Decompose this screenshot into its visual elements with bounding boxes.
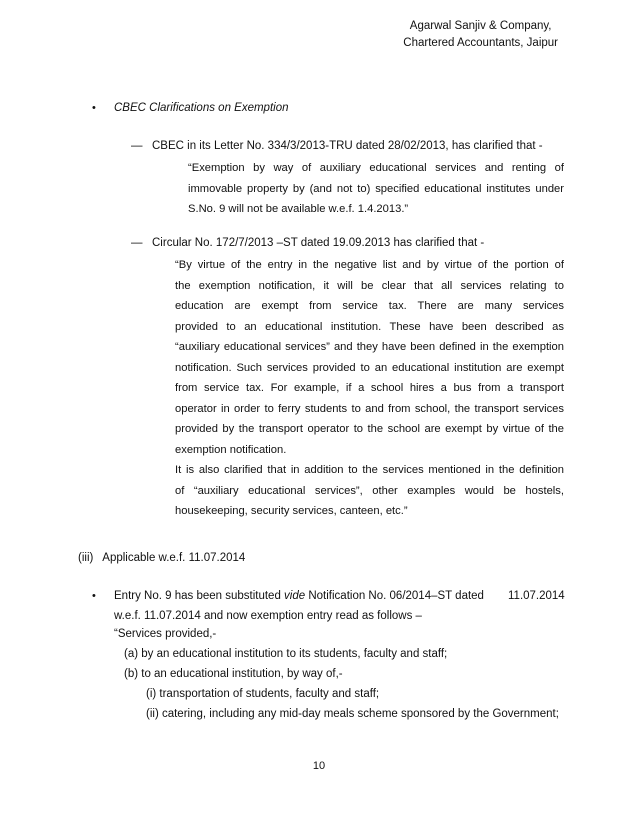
entry-line: Entry No. 9 has been substituted vide Notification No. 06/2014–ST dated (114, 590, 484, 602)
services-provided: “Services provided,- (114, 628, 217, 640)
dash-icon: — (131, 140, 143, 152)
quote-circular: “By virtue of the entry in the negative list and by virtue of the portion of the exemption notification, it will be clear that all services relating to education are exempt from service tax. There are many services provided to an educational institution. These have been described as “auxiliary educational services” and they have been defined in the exemption notification. Such services provided to an educational institution are exempt from service tax. For example, if a school hires a bus from a transport operator in order to ferry students to and from school, the transport services provided by the transport operator to the school are exempt by virtue of the exemption notification. (175, 259, 564, 456)
bullet-icon: • (92, 102, 96, 114)
quote-circular-continued: It is also clarified that in addition to the services mentioned in the definition of “auxiliary educational services”, other examples would be hostels, housekeeping, security services, canteen, etc.” (175, 464, 564, 517)
entry-line-2: w.e.f. 11.07.2014 and now exemption entry read as follows – (114, 610, 422, 622)
clause-b-ii: (ii) catering, including any mid-day meals scheme sponsored by the Government; (146, 708, 559, 720)
item1-text: CBEC in its Letter No. 334/3/2013-TRU dated 28/02/2013, has clarified that - (152, 140, 543, 152)
page-number: 10 (312, 760, 326, 772)
letterhead (403, 18, 558, 52)
item2-text: Circular No. 172/7/2013 –ST dated 19.09.2013 has clarified that - (152, 237, 485, 249)
bullet-icon: • (92, 590, 96, 602)
dash-icon: — (131, 237, 143, 249)
clause-a: (a) by an educational institution to its students, faculty and staff; (124, 648, 448, 660)
clause-b-i: (i) transportation of students, faculty and staff; (146, 688, 380, 700)
firm-subtitle: Chartered Accountants, Jaipur (403, 37, 558, 49)
entry-date: 11.07.2014 (508, 590, 565, 602)
section-title: CBEC Clarifications on Exemption (114, 102, 289, 114)
firm-name: Agarwal Sanjiv & Company, (409, 20, 552, 32)
quote-cbec-letter: “Exemption by way of auxiliary educational services and renting of immovable property by (and not to) specified educational institutes under S.No. 9 will not be available w.e.f. 1.4.2013.” (188, 162, 564, 215)
clause-b: (b) to an educational institution, by way of,- (124, 668, 343, 680)
section-heading: (iii) Applicable w.e.f. 11.07.2014 (78, 552, 246, 564)
